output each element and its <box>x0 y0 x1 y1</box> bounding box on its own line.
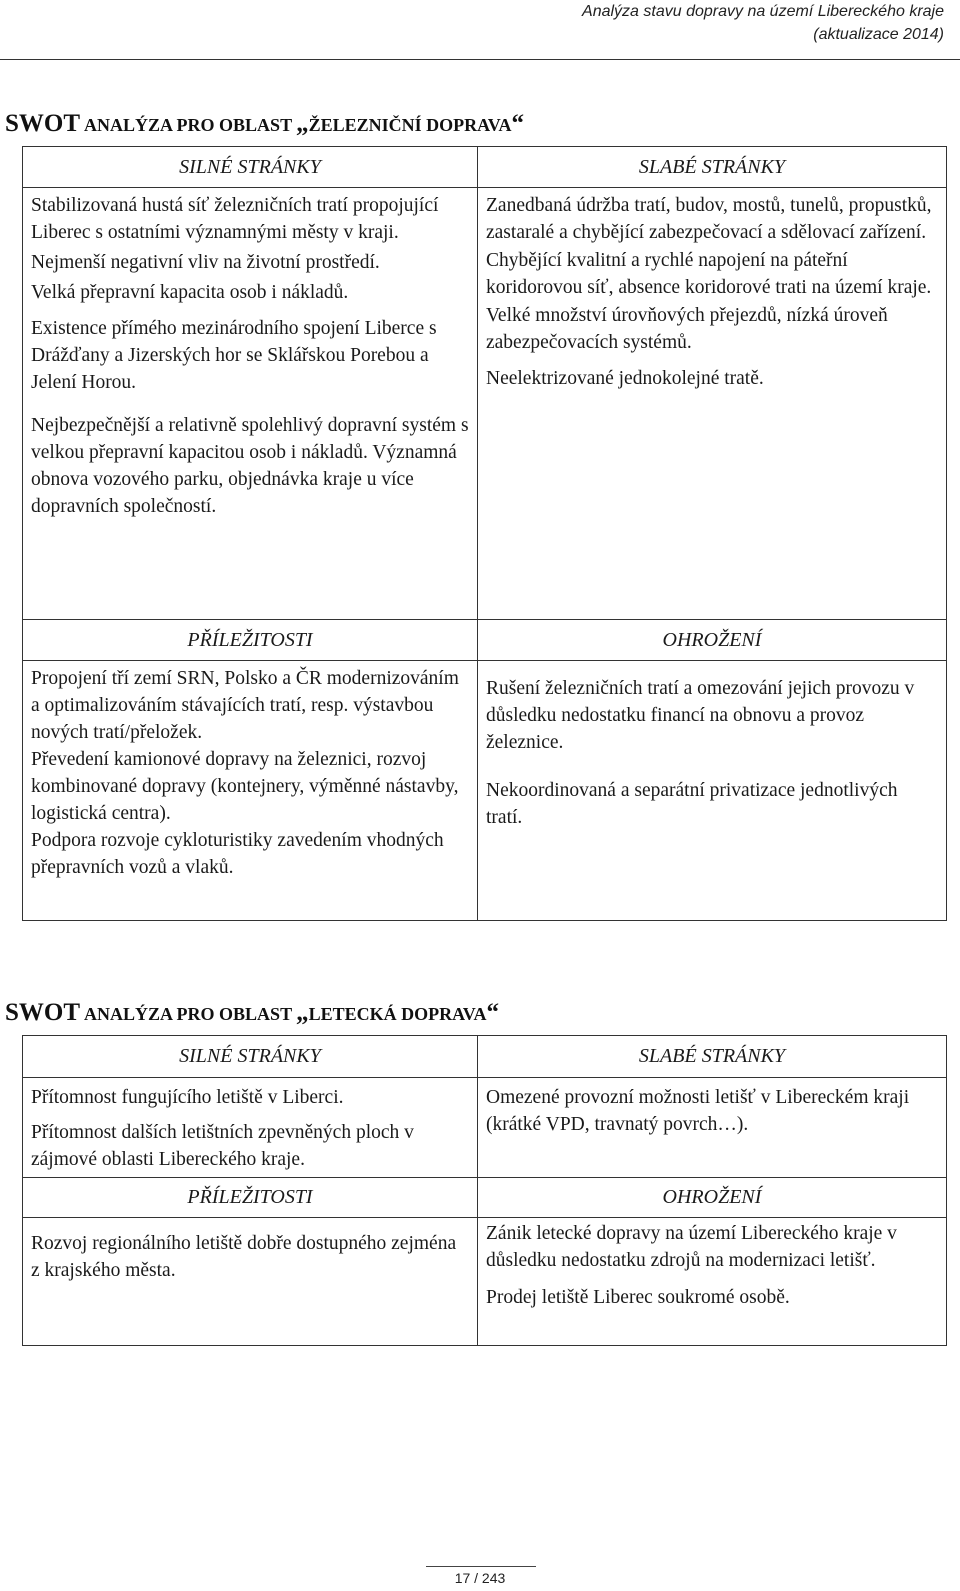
strength-item: Stabilizovaná hustá síť železničních tratí propojující Liberec s ostatními významnými městy v kraji. <box>31 195 439 243</box>
header-threats: OHROŽENÍ <box>478 620 947 661</box>
header-weaknesses: SLABÉ STRÁNKY <box>478 147 947 188</box>
header-weaknesses: SLABÉ STRÁNKY <box>478 1036 947 1078</box>
strength-item: Přítomnost dalších letištních zpevněných ploch v zájmové oblasti Libereckého kraje. <box>31 1122 414 1170</box>
opportunity-item: Převedení kamionové dopravy na železnici, rozvoj kombinované dopravy (kontejnery, výměnné nástavby, logistická centra). <box>31 749 459 824</box>
section-title-rail <box>5 110 524 138</box>
opportunities-cell <box>23 1218 478 1346</box>
weakness-item: Velké množství úrovňových přejezdů, nízká úroveň zabezpečovacích systémů. <box>486 305 888 353</box>
swot-table-rail <box>22 146 947 921</box>
threat-item: Nekoordinovaná a separátní privatizace jednotlivých tratí. <box>486 780 898 828</box>
strengths-cell <box>23 1078 478 1178</box>
threat-item: Zánik letecké dopravy na území Libereckého kraje v důsledku nedostatku zdrojů na modernizaci letišť. <box>486 1223 897 1271</box>
weakness-item: Neelektrizované jednokolejné tratě. <box>486 368 764 389</box>
strength-item: Přítomnost fungujícího letiště v Liberci. <box>31 1087 344 1108</box>
threats-cell <box>478 661 947 921</box>
threat-item: Rušení železničních tratí a omezování jejich provozu v důsledku nedostatku financí na obnovu a provoz železnice. <box>486 678 915 753</box>
opportunity-item: Propojení tří zemí SRN, Polsko a ČR modernizováním a optimalizováním stávajících tratí, resp. výstavbou nových tratí/přeložek. <box>31 668 459 743</box>
opportunities-cell <box>23 661 478 921</box>
opportunity-item: Rozvoj regionálního letiště dobře dostupného zejména z krajského města. <box>31 1233 457 1281</box>
swot-table-air <box>22 1035 947 1346</box>
strength-item: Nejbezpečnější a relativně spolehlivý dopravní systém s velkou přepravní kapacitou osob i nákladů. Významná obnova vozového parku, objednávka kraje u více dopravních společností. <box>31 415 469 517</box>
title-swot: SWOT <box>5 999 81 1026</box>
title-rest: ANALÝZA PRO OBLAST <box>84 115 293 135</box>
header-opportunities: PŘÍLEŽITOSTI <box>23 1178 478 1218</box>
title-quote-close: “ <box>486 999 499 1026</box>
threats-cell <box>478 1218 947 1346</box>
weakness-item: Omezené provozní možnosti letišť v Libereckém kraji (krátké VPD, travnatý povrch…). <box>486 1087 910 1135</box>
strength-item: Existence přímého mezinárodního spojení Liberce s Drážďany a Jizerských hor se Sklářskou Porebou a Jelení Horou. <box>31 318 437 393</box>
weaknesses-cell <box>478 188 947 620</box>
title-swot: SWOT <box>5 110 81 137</box>
title-quote-close: “ <box>511 110 524 137</box>
page-number: 17 / 243 <box>454 1570 506 1586</box>
section-title-air <box>5 999 499 1027</box>
weaknesses-cell <box>478 1078 947 1178</box>
title-quote-open: „ <box>296 999 309 1026</box>
header-subtitle: (aktualizace 2014) <box>813 26 944 43</box>
header-threats: OHROŽENÍ <box>478 1178 947 1218</box>
title-topic: ŽELEZNIČNÍ DOPRAVA <box>308 115 512 135</box>
opportunity-item: Podpora rozvoje cykloturistiky zavedením vhodných přepravních vozů a vlaků. <box>31 830 444 878</box>
header-rule <box>0 59 960 60</box>
weakness-item: Chybějící kvalitní a rychlé napojení na páteřní koridorovou síť, absence koridorové trati na území kraje. <box>486 250 932 298</box>
header-title: Analýza stavu dopravy na území Libereckého kraje <box>582 3 944 20</box>
title-topic: LETECKÁ DOPRAVA <box>308 1004 487 1024</box>
running-header <box>344 0 944 46</box>
strengths-cell <box>23 188 478 620</box>
threat-item: Prodej letiště Liberec soukromé osobě. <box>486 1287 790 1308</box>
strength-item: Nejmenší negativní vliv na životní prostředí. <box>31 252 380 273</box>
title-rest: ANALÝZA PRO OBLAST <box>84 1004 293 1024</box>
header-strengths: SILNÉ STRÁNKY <box>23 1036 478 1078</box>
footer-rule <box>426 1566 536 1567</box>
header-strengths: SILNÉ STRÁNKY <box>23 147 478 188</box>
header-opportunities: PŘÍLEŽITOSTI <box>23 620 478 661</box>
weakness-item: Zanedbaná údržba tratí, budov, mostů, tunelů, propustků, zastaralé a chybějící zabezpečovací a sdělovací zařízení. <box>486 195 932 243</box>
title-quote-open: „ <box>296 110 309 137</box>
strength-item: Velká přepravní kapacita osob i nákladů. <box>31 282 349 303</box>
